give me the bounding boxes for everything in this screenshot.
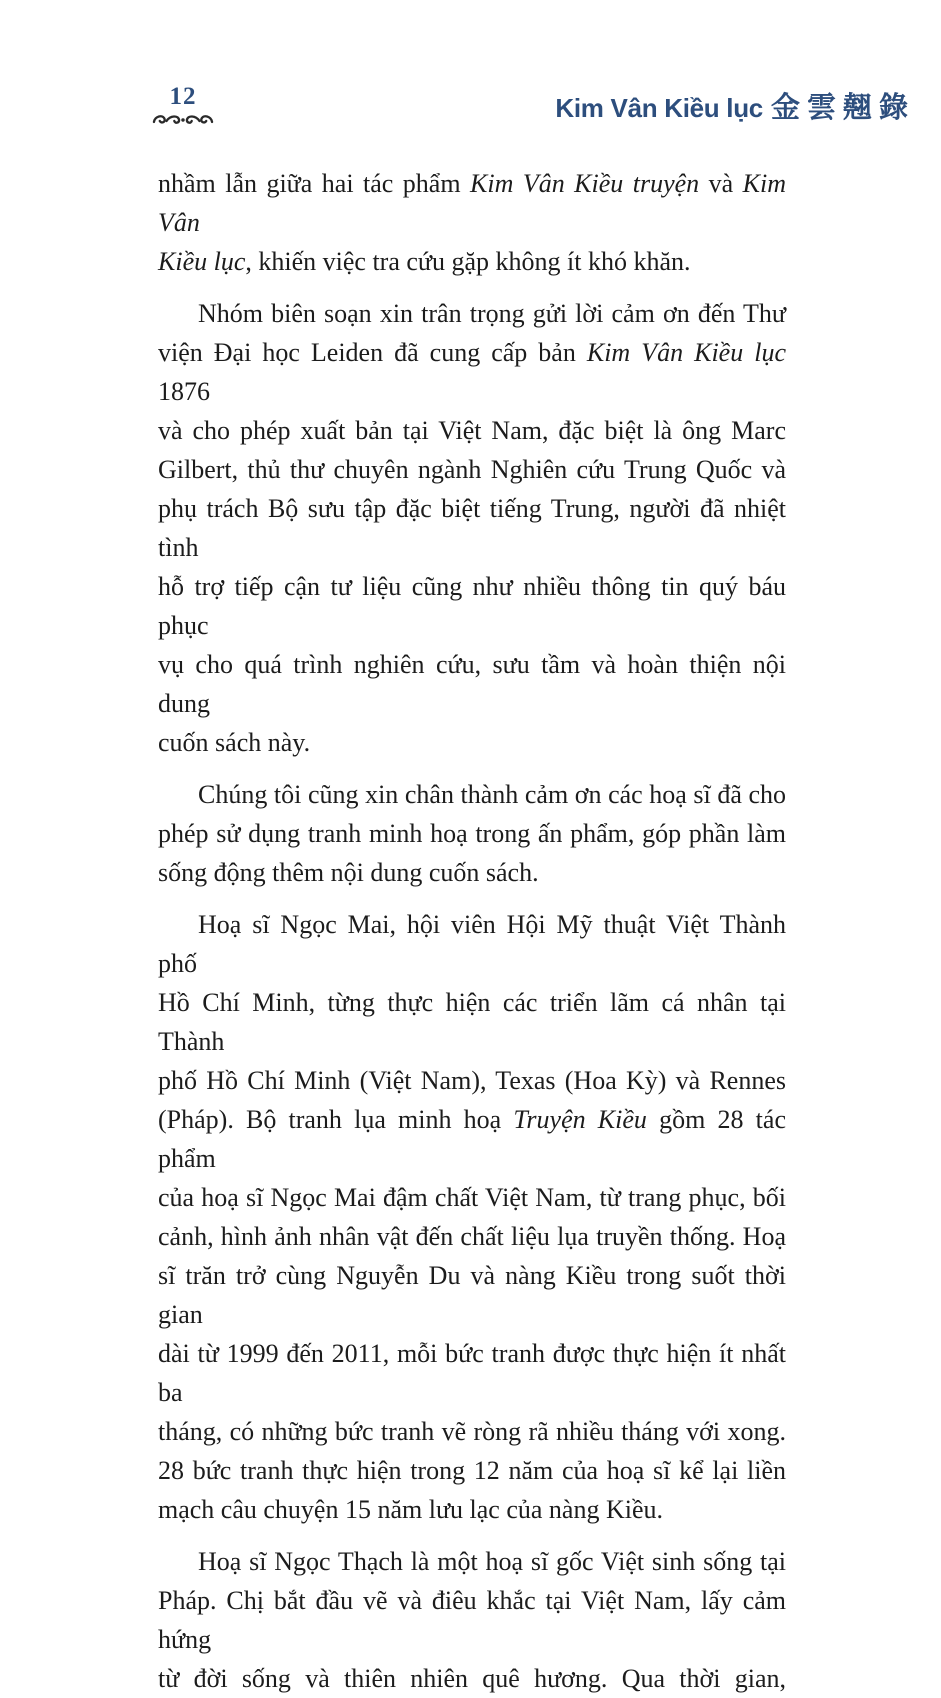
text-line — [158, 645, 786, 723]
text-line — [158, 1581, 786, 1659]
text-segment: Hồ Chí Minh, từng thực hiện các triển lãm cá nhân tại Thành — [158, 988, 786, 1056]
italic-text-segment: Truyện Kiều — [513, 1105, 647, 1134]
text-segment: phố Hồ Chí Minh (Việt Nam), Texas (Hoa Kỳ) và Rennes — [158, 1066, 786, 1095]
text-segment: Chúng tôi cũng xin chân thành cảm ơn các hoạ sĩ đã cho — [198, 780, 786, 809]
paragraph — [158, 1542, 786, 1698]
text-segment: Nhóm biên soạn xin trân trọng gửi lời cảm ơn đến Thư — [198, 299, 786, 328]
text-segment: tháng, có những bức tranh vẽ ròng rã nhiều tháng với xong. — [158, 1417, 786, 1446]
running-header — [0, 84, 941, 140]
paragraph — [158, 164, 786, 281]
text-line — [158, 723, 786, 762]
text-segment: gồm 28 tác phẩm — [158, 1105, 786, 1173]
text-line — [158, 814, 786, 853]
running-title-cjk: 金雲翹錄 — [770, 92, 915, 124]
running-title-latin: Kim Vân Kiều lục — [555, 93, 763, 123]
text-line — [158, 1100, 786, 1178]
text-line — [158, 1542, 786, 1581]
text-line — [158, 905, 786, 983]
text-line — [158, 489, 786, 567]
page-number: 12 — [169, 83, 197, 110]
text-line — [158, 567, 786, 645]
text-segment: phụ trách Bộ sưu tập đặc biệt tiếng Trung, người đã nhiệt tình — [158, 494, 786, 562]
text-segment: mạch câu chuyện 15 năm lưu lạc của nàng Kiều. — [158, 1495, 664, 1524]
text-segment: sĩ trăn trở cùng Nguyễn Du và nàng Kiều trong suốt thời gian — [158, 1261, 786, 1329]
text-segment: viện Đại học Leiden đã cung cấp bản — [158, 338, 587, 367]
text-line — [158, 333, 786, 411]
text-segment: phép sử dụng tranh minh hoạ trong ấn phẩm, góp phần làm — [158, 819, 786, 848]
text-segment: vụ cho quá trình nghiên cứu, sưu tầm và hoàn thiện nội dung — [158, 650, 786, 718]
text-segment: Hoạ sĩ Ngọc Thạch là một hoạ sĩ gốc Việt sinh sống tại — [198, 1547, 786, 1576]
text-segment: Gilbert, thủ thư chuyên ngành Nghiên cứu Trung Quốc và — [158, 455, 786, 484]
running-header-title — [555, 85, 915, 126]
body-text — [158, 164, 786, 1698]
text-line — [158, 1490, 786, 1529]
text-line — [158, 1178, 786, 1217]
text-line — [158, 411, 786, 450]
paragraph — [158, 294, 786, 762]
text-line — [158, 1217, 786, 1256]
text-segment: từ đời sống và thiên nhiên quê hương. Qua thời gian, — [158, 1664, 786, 1693]
italic-text-segment: Kim Vân Kiều truyện — [470, 169, 700, 198]
text-line — [158, 242, 786, 281]
text-segment: nhầm lẫn giữa hai tác phẩm — [158, 169, 471, 198]
italic-text-segment: Kiều lục — [158, 247, 246, 276]
text-line — [158, 1061, 786, 1100]
text-segment: Pháp. Chị bắt đầu vẽ và điêu khắc tại Việt Nam, lấy cảm hứng — [158, 1586, 786, 1654]
italic-text-segment: Kim Vân — [158, 169, 786, 237]
text-line — [158, 450, 786, 489]
text-line — [158, 1451, 786, 1490]
text-segment: và cho phép xuất bản tại Việt Nam, đặc biệt là ông Marc — [158, 416, 786, 445]
text-segment: 28 bức tranh thực hiện trong 12 năm của hoạ sĩ kể lại liền — [158, 1456, 786, 1485]
text-segment: và — [699, 169, 743, 198]
text-line — [158, 1334, 786, 1412]
text-line — [158, 853, 786, 892]
text-segment: dài từ 1999 đến 2011, mỗi bức tranh được thực hiện ít nhất ba — [158, 1339, 786, 1407]
text-segment: cảnh, hình ảnh nhân vật đến chất liệu lụa truyền thống. Hoạ — [158, 1222, 786, 1251]
text-line — [158, 775, 786, 814]
text-line — [158, 983, 786, 1061]
text-segment: Hoạ sĩ Ngọc Mai, hội viên Hội Mỹ thuật Việt Thành phố — [158, 910, 786, 978]
text-segment: cuốn sách này. — [158, 728, 311, 757]
text-segment: , khiến việc tra cứu gặp không ít khó khăn. — [245, 247, 691, 276]
paragraph — [158, 775, 786, 892]
text-line — [158, 294, 786, 333]
paragraph — [158, 905, 786, 1529]
text-segment: sống động thêm nội dung cuốn sách. — [158, 858, 539, 887]
text-segment: 1876 — [158, 377, 210, 406]
scroll-flourish-ornament-icon — [152, 112, 214, 133]
text-segment: (Pháp). Bộ tranh lụa minh hoạ — [158, 1105, 514, 1134]
text-line — [158, 1659, 786, 1698]
text-line — [158, 1412, 786, 1451]
text-segment: của hoạ sĩ Ngọc Mai đậm chất Việt Nam, từ trang phục, bối — [158, 1183, 786, 1212]
text-line — [158, 1256, 786, 1334]
text-segment: hỗ trợ tiếp cận tư liệu cũng như nhiều thông tin quý báu phục — [158, 572, 786, 640]
italic-text-segment: Kim Vân Kiều lục — [586, 338, 786, 367]
text-line — [158, 164, 786, 242]
page-number-block — [148, 84, 218, 133]
